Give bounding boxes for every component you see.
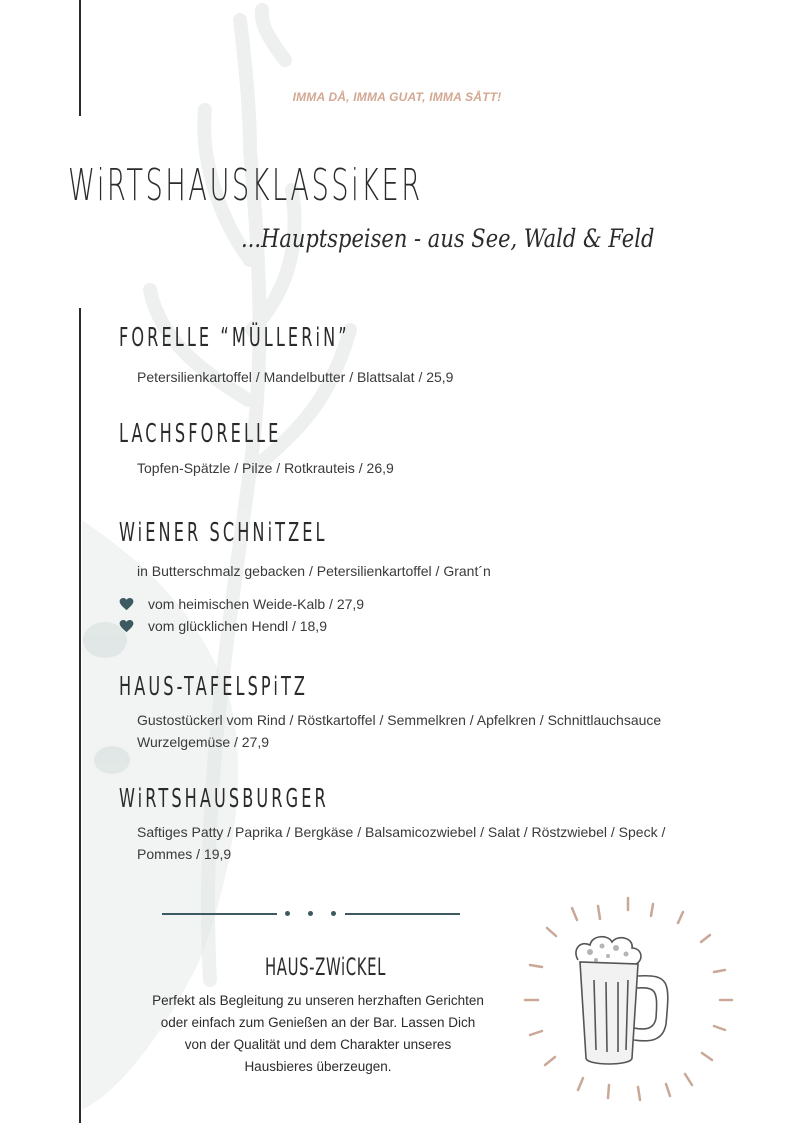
zwickel-line: von der Qualität und dem Charakter unseres — [184, 1037, 452, 1052]
divider-dot — [285, 911, 290, 916]
page-subtitle: ...Hauptspeisen - aus See, Wald & Feld — [241, 224, 655, 253]
divider-dot — [331, 911, 336, 916]
zwickel-description — [120, 990, 516, 1078]
dish-description: in Butterschmalz gebacken / Petersilienkartoffel / Grant´n — [137, 563, 491, 579]
dish-description-line: Saftiges Patty / Paprika / Bergkäse / Balsamicozwiebel / Salat / Röstzwiebel / Speck / — [137, 824, 666, 840]
dish-name: FORELLE “MÜLLERiN” — [119, 323, 350, 353]
dish-description-line: Wurzelgemüse / 27,9 — [137, 734, 270, 750]
dish-description: Topfen-Spätzle / Pilze / Rotkrauteis / 26,9 — [137, 460, 394, 476]
side-vertical-rule — [79, 308, 81, 1123]
variant-label: vom heimischen Weide-Kalb / 27,9 — [148, 596, 365, 612]
zwickel-line: Hausbieres überzeugen. — [244, 1059, 392, 1074]
dish-description: Petersilienkartoffel / Mandelbutter / Blattsalat / 25,9 — [137, 369, 454, 385]
zwickel-line: oder einfach zum Genießen an der Bar. Lassen Dich — [160, 1015, 476, 1030]
dish-description-line: Pommes / 19,9 — [137, 846, 232, 862]
dish-name: HAUS-TAFELSPiTZ — [119, 672, 309, 702]
variant-item — [119, 596, 364, 612]
dish-name: WiENER SCHNiTZEL — [119, 518, 328, 548]
heart-icon — [119, 597, 134, 612]
divider-line-right — [345, 913, 460, 915]
dish-description — [137, 709, 661, 753]
variant-label: vom glücklichen Hendl / 18,9 — [148, 618, 327, 634]
dish-name: WiRTSHAUSBURGER — [119, 784, 329, 814]
dish-name: LACHSFORELLE — [119, 419, 282, 449]
motto: IMMA DÅ, IMMA GUAT, IMMA SÅTT! — [292, 90, 502, 104]
variant-item — [119, 618, 327, 634]
heart-icon — [119, 619, 134, 634]
zwickel-line: Perfekt als Begleitung zu unseren herzhaften Gerichten — [152, 993, 484, 1008]
zwickel-title: HAUS-ZWiCKEL — [265, 953, 387, 981]
divider-dot — [308, 911, 313, 916]
divider-line-left — [162, 913, 277, 915]
dish-description-line: Gustostückerl vom Rind / Röstkartoffel / Semmelkren / Apfelkren / Schnittlauchsauce — [137, 712, 662, 728]
dish-description — [137, 821, 665, 865]
beer-mug-icon — [520, 890, 750, 1120]
page-title: WiRTSHAUSKLASSiKER — [68, 160, 423, 211]
